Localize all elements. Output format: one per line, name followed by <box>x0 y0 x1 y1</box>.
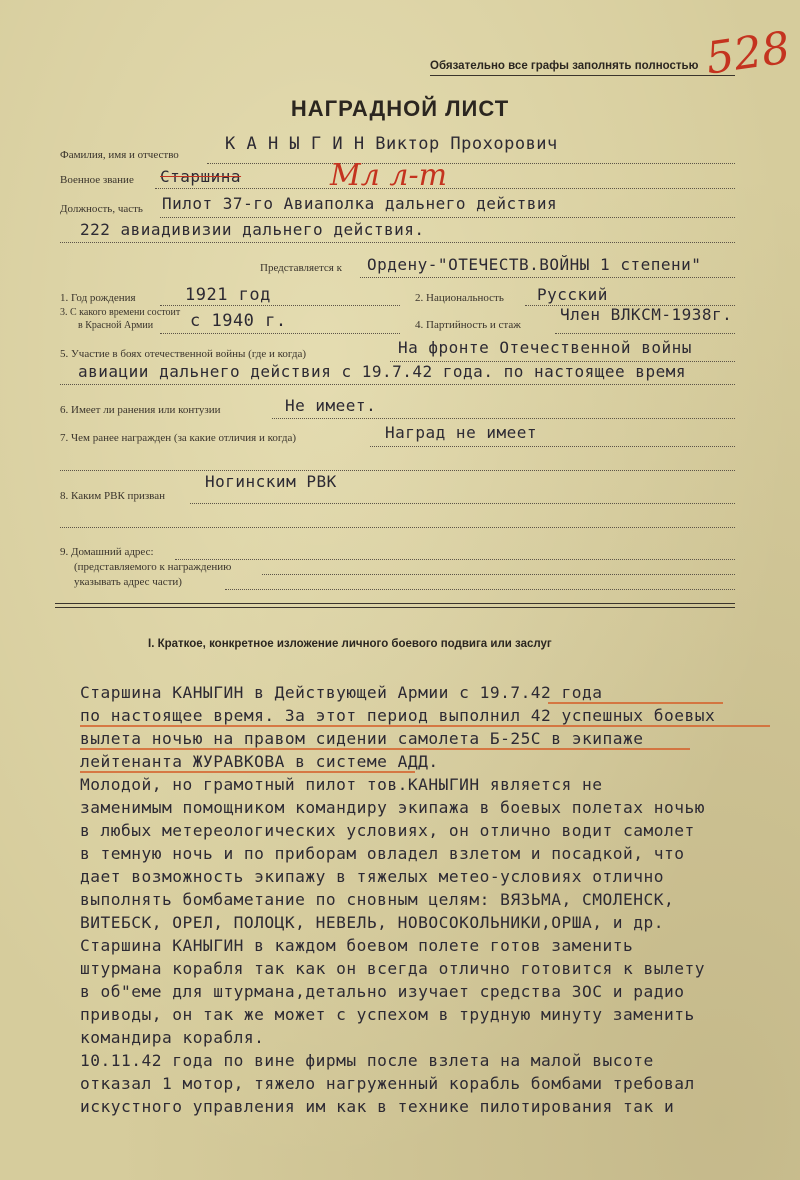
narrative-line: штурмана корабля так как он всегда отлично готовится к вылету <box>80 959 705 978</box>
presented-value: Ордену-"ОТЕЧЕСТВ.ВОЙНЫ 1 степени" <box>367 255 702 274</box>
address-line-3 <box>225 589 735 590</box>
presented-line <box>360 277 735 278</box>
narrative-line: Старшина КАНЫГИН в Действующей Армии с 19.7.42 года <box>80 683 603 702</box>
army-label-2: в Красной Армии <box>78 320 154 331</box>
address-label-2: (представляемого к награждению <box>74 561 232 573</box>
party-label: 4. Партийность и стаж <box>415 319 521 331</box>
narrative-line: дает возможность экипажу в тяжелых метео-условиях отлично <box>80 867 665 886</box>
awards-line-2 <box>60 470 735 471</box>
birth-line <box>160 305 400 306</box>
section-title: I. Краткое, конкретное изложение личного боевого подвига или заслуг <box>148 638 552 650</box>
narrative-line: искустного управления им как в технике пилотирования так и <box>80 1097 675 1116</box>
battles-line-2 <box>60 384 735 385</box>
narrative-line: ВИТЕБСК, ОРЕЛ, ПОЛОЦК, НЕВЕЛЬ, НОВОСОКОЛЬНИКИ,ОРША, и др. <box>80 913 665 932</box>
wounds-line <box>272 418 735 419</box>
battles-label: 5. Участие в боях отечественной войны (где и когда) <box>60 348 307 360</box>
position-line-1 <box>160 217 735 218</box>
narrative-line: выполнять бомбаметание по сновным целям: ВЯЗЬМА, СМОЛЕНСК, <box>80 890 675 909</box>
narrative-line: Старшина КАНЫГИН в каждом боевом полете готов заменить <box>80 936 634 955</box>
name-value: К А Н Ы Г И Н Виктор Прохорович <box>225 134 558 154</box>
narrative-line: заменимым помощником командиру экипажа в боевых полетах ночью <box>80 798 705 817</box>
narrative-line: вылета ночью на правом сидении самолета Б-25С в экипаже <box>80 729 644 748</box>
army-label-1: 3. С какого времени состоит <box>60 307 181 318</box>
awards-line-1 <box>370 446 735 447</box>
page-number-mark: 528 <box>702 22 794 85</box>
rank-label: Военное звание <box>60 174 134 186</box>
presented-label: Представляется к <box>260 262 342 274</box>
party-line <box>555 333 735 334</box>
army-value: с 1940 г. <box>190 311 287 331</box>
army-line <box>160 333 400 334</box>
narrative-line: отказал 1 мотор, тяжело нагруженный корабль бомбами требовал <box>80 1074 695 1093</box>
wounds-value: Не имеет. <box>285 396 377 415</box>
wounds-label: 6. Имеет ли ранения или контузии <box>60 404 221 416</box>
nationality-value: Русский <box>537 285 608 304</box>
awards-label: 7. Чем ранее награжден (за какие отличия и когда) <box>60 432 296 444</box>
pencil-underline <box>80 748 690 750</box>
address-label-3: указывать адрес части) <box>74 576 182 588</box>
position-value-1: Пилот 37-го Авиаполка дальнего действия <box>162 194 558 213</box>
rvk-line <box>190 503 735 504</box>
name-label: Фамилия, имя и отчество <box>60 149 179 161</box>
address-label-1: 9. Домашний адрес: <box>60 546 154 558</box>
rank-correction-mark: Мл л-т <box>330 158 448 193</box>
pencil-underline <box>548 702 723 704</box>
position-line-2 <box>60 242 735 243</box>
rvk-line-2 <box>60 527 735 528</box>
nationality-label: 2. Национальность <box>415 292 504 304</box>
section-divider <box>55 603 735 608</box>
narrative-line: командира корабля. <box>80 1028 265 1047</box>
narrative-line: в любых метереологических условиях, он отлично водит самолет <box>80 821 695 840</box>
narrative-line: 10.11.42 года по вине фирмы после взлета на малой высоте <box>80 1051 654 1070</box>
rvk-value: Ногинским РВК <box>205 472 337 491</box>
address-line-2 <box>262 574 735 575</box>
pencil-underline <box>80 725 770 727</box>
narrative-line: Молодой, но грамотный пилот тов.КАНЫГИН является не <box>80 775 603 794</box>
address-line-1 <box>175 559 735 560</box>
narrative-line: в темную ночь и по приборам овладел взлетом и посадкой, что <box>80 844 685 863</box>
position-value-2: 222 авиадивизии дальнего действия. <box>80 220 425 239</box>
narrative-line: по настоящее время. За этот период выполнил 42 успешных боевых <box>80 706 716 725</box>
battles-value-1: На фронте Отечественной войны <box>398 338 692 357</box>
rank-value: Старшина <box>160 167 242 186</box>
awards-value: Наград не имеет <box>385 423 537 442</box>
battles-value-2: авиации дальнего действия с 19.7.42 года. по настоящее время <box>78 362 686 381</box>
header-note: Обязательно все графы заполнять полностью <box>430 60 699 72</box>
birth-value: 1921 год <box>185 285 271 305</box>
narrative-line: в об"еме для штурмана,детально изучает средства ЗОС и радио <box>80 982 685 1001</box>
narrative-line: приводы, он так же может с успехом в трудную минуту заменить <box>80 1005 695 1024</box>
name-line <box>207 163 735 164</box>
narrative-line: лейтенанта ЖУРАВКОВА в системе АДД. <box>80 752 439 771</box>
document-title: НАГРАДНОЙ ЛИСТ <box>290 96 510 121</box>
birth-label: 1. Год рождения <box>60 292 136 304</box>
header-rule <box>430 75 735 76</box>
position-label: Должность, часть <box>60 203 143 215</box>
pencil-underline <box>80 771 415 773</box>
rvk-label: 8. Каким РВК призван <box>60 490 165 502</box>
party-value: Член ВЛКСМ-1938г. <box>560 305 733 324</box>
